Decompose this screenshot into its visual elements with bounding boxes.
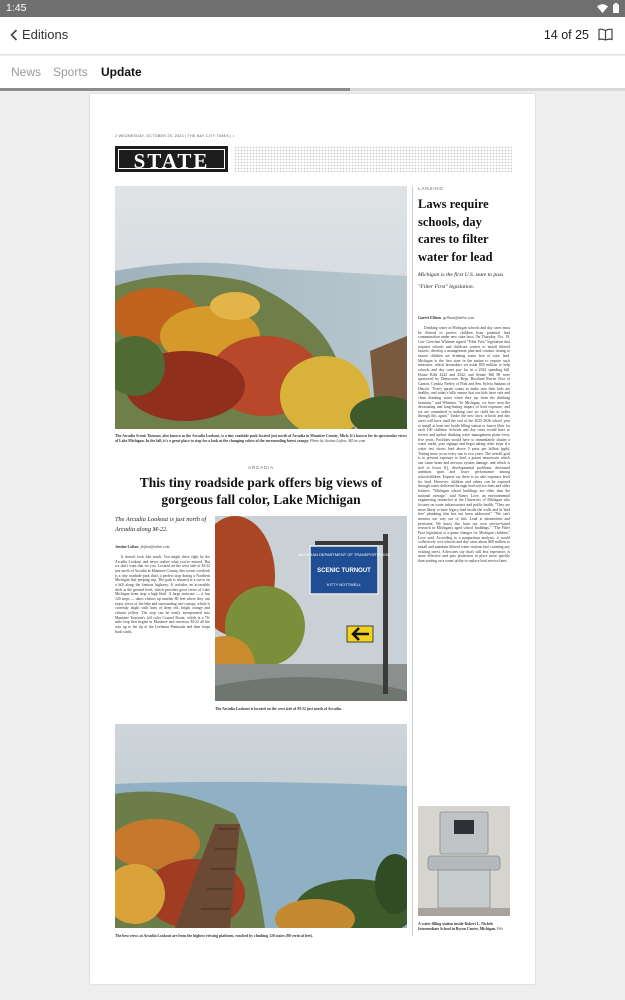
lead-body: It doesn't look like much. You might drive right by the Arcadia Lookout and never realize what you've missed. But we don't want that for you. Located on the west side of M-22 just north of Arcadia in Manistee County, this scenic overlook is a tiny roadside park that's a perfect stop during a Northern Michigan leaf peeping trip. The park is situated at a curve on a hill along the famous highway. It includes an accessible deck at the ground level, which provides great views of Lake Michigan from atop a high bluff. A large staircase — it has 120 steps — takes visitors up another 80 feet where they can enjoy views of the lake and surrounding tree canopy, which is currently alight with hues of deep red, bright orange and vibrant yellow. The stop can be easily incorporated into Manistee Tourism's fall color Coastal Route, which is a 76-mile loop that begins in Manistee and traverses M-22 all the way up to the tip of the Leelanau Peninsula and then loops back south. — [115, 555, 210, 634]
page-folio: 2 WEDNESDAY, OCTOBER 25, 2023 | THE BAY CITY TIMES | • — [115, 134, 235, 138]
sign-line-2: SCENIC TURNOUT — [317, 568, 371, 574]
section-flag: STATE — [115, 146, 228, 172]
side-kicker: LANSING — [418, 186, 444, 191]
side-body: Drinking water at Michigan schools and day cares must be filtered to protect children from potential lead contamination under new state laws. On Thursday, Oct. 19, Gov. Gretchen Whitmer signed "Filter First" legislation that requires schools and childcare centers to install filtered faucets, develop a management plan and conduct testing to ensure children are drinking water free of toxic lead. Michigan is the first state in the nation to require such measures, which lawmakers set aside $50 million to help schools and day cares pay for in a 2022 spending bill. House Bills 4242 and 4342, and Senate Bill 88 were sponsored by Democratic Reps. Rosiland Ruvier Post of Canton, Cynthia Neeley of Flint and Sen. Sylvia Santana of Detroit. "Every parent wants to make sure their kids are healthy, and today's bills ensure that our kids have safe and clean drinking water when they sip from the drinking fountain," said Whitmer. "In Michigan, we have seen the devastating and long-lasting impact of lead exposure, and we are committed to making sure no child has to suffer through this again." Under the new laws, schools and day cares will have until the end of the 2025-2026 school year to install at least one bottle filling station or faucet filter for each 100 children. Schools and day cares would have to review and update drinking water management plans every five years. Facilities would have to immediately shutter a water outlet, post signage and begin taking other steps if a water test shows lead above 5 parts per billion (ppb). Testing must occur every one to two years. The overall goal is to prevent exposure to lead, a potent neurotoxin which can cause brain and nervous system damage, and which is tied to lower IQ, developmental problems, decreased attention span and lower performance among schoolchildren. Experts say there is no safe exposure level for lead. However, children and others can be exposed through water delivered through lead service lines and older fixtures. "Michigan school buildings are older than the national average," said Nancy Love, an environmental engineering researcher at the University of Michigan who focuses on water infrastructure and public health. "They are more likely to have legacy lead inside the walls and in 'lead free' plumbing that has not been addressed." "We can't monitor our way out of this. Lead is intermittent and persistent. We know this from our own service-based research in Michigan's aged school buildings." "The Filter First legislation is a game changer for Michigan children," Love said. According to a nonpartisan analysis, it would collectively cost schools and day cares about $68 million to install and maintain filtered water stations (not counting any existing ones). Advocates say that's still less expensive, is more effective and puts protection in place more quickly than waiting on a water utility to replace lead service lines. — [418, 326, 510, 563]
lead-photo-caption-text: The Arcadia Scenic Turnout, also known as the Arcadia Lookout, is a tiny roadside park located just north of Arcadia in Manistee County, Mich. It's known for its spectacular views of Lake Michigan. In the fall, it's a great place to stop for a look at the changing colors of the surrounding forest canopy. — [115, 434, 407, 444]
water-station-caption-credit: File — [496, 927, 504, 932]
side-byline — [418, 316, 510, 320]
reading-progress-bar — [0, 88, 625, 91]
water-station-caption-text: A water filling station inside Robert L. Nickels Intermediate School in Byron Center, Michigan. — [418, 922, 496, 932]
side-byline-email: gellison@mlive.com — [443, 316, 475, 320]
sign-line-1: MICHIGAN DEPARTMENT OF TRANSPORTATION — [297, 552, 391, 557]
lead-photo — [115, 186, 407, 429]
chevron-left-icon — [10, 29, 18, 41]
sign-photo-caption-text: The Arcadia Lookout is located on the west side of M-22 just north of Arcadia. — [215, 707, 342, 711]
editions-back-label: Editions — [22, 27, 69, 42]
page-counter: 14 of 25 — [543, 28, 589, 42]
lead-headline[interactable]: This tiny roadside park offers big views of gorgeous fall color, Lake Michigan — [139, 475, 383, 507]
lead-byline — [115, 545, 210, 549]
lead-byline-email: jlofton@mlive.com — [140, 545, 170, 549]
lead-kicker: ARCADIA — [247, 465, 275, 470]
tab-update[interactable]: Update — [101, 65, 142, 79]
water-station-caption — [418, 922, 510, 933]
side-byline-name: Garret Ellison — [418, 316, 442, 320]
sign-line-3: KITTY NOTTWELL — [326, 582, 362, 587]
sign-photo-caption — [215, 707, 407, 712]
bottom-photo-caption — [115, 934, 407, 939]
lead-dek: The Arcadia Lookout is just north of Arcadia along M-22. — [115, 516, 207, 533]
editions-back-button[interactable] — [10, 27, 68, 42]
book-icon[interactable] — [598, 28, 613, 46]
reader-top-bar — [0, 17, 625, 55]
battery-icon — [613, 3, 619, 13]
status-bar — [0, 0, 625, 17]
reading-progress-fill — [0, 88, 350, 91]
status-time: 1:45 — [6, 2, 27, 14]
newspaper-page[interactable] — [90, 94, 535, 984]
side-headline[interactable]: Laws require schools, day cares to filter water for lead — [418, 197, 493, 264]
tab-sports[interactable]: Sports — [53, 65, 88, 79]
wifi-icon — [597, 4, 608, 13]
lead-photo-caption-credit: Photo by Justine Lofton, MLive.com — [310, 439, 366, 444]
tab-news[interactable]: News — [11, 65, 42, 79]
section-tabs — [0, 56, 625, 88]
status-icons — [597, 3, 619, 13]
scenic-turnout-sign-photo — [215, 516, 407, 701]
lead-photo-caption — [115, 434, 407, 445]
side-dek: Michigan is the first U.S. state to pass "Filter First" legislation. — [418, 272, 504, 290]
lead-byline-name: Justine Lofton — [115, 545, 139, 549]
flag-dot-pattern — [234, 146, 512, 172]
water-station-photo — [418, 806, 510, 916]
viewing-platform-photo — [115, 724, 407, 928]
column-rule — [412, 186, 413, 936]
bottom-photo-caption-text: The best views at Arcadia Lookout are from the highest viewing platform, reached by climbing 120 stairs (80 vertical feet). — [115, 934, 313, 938]
